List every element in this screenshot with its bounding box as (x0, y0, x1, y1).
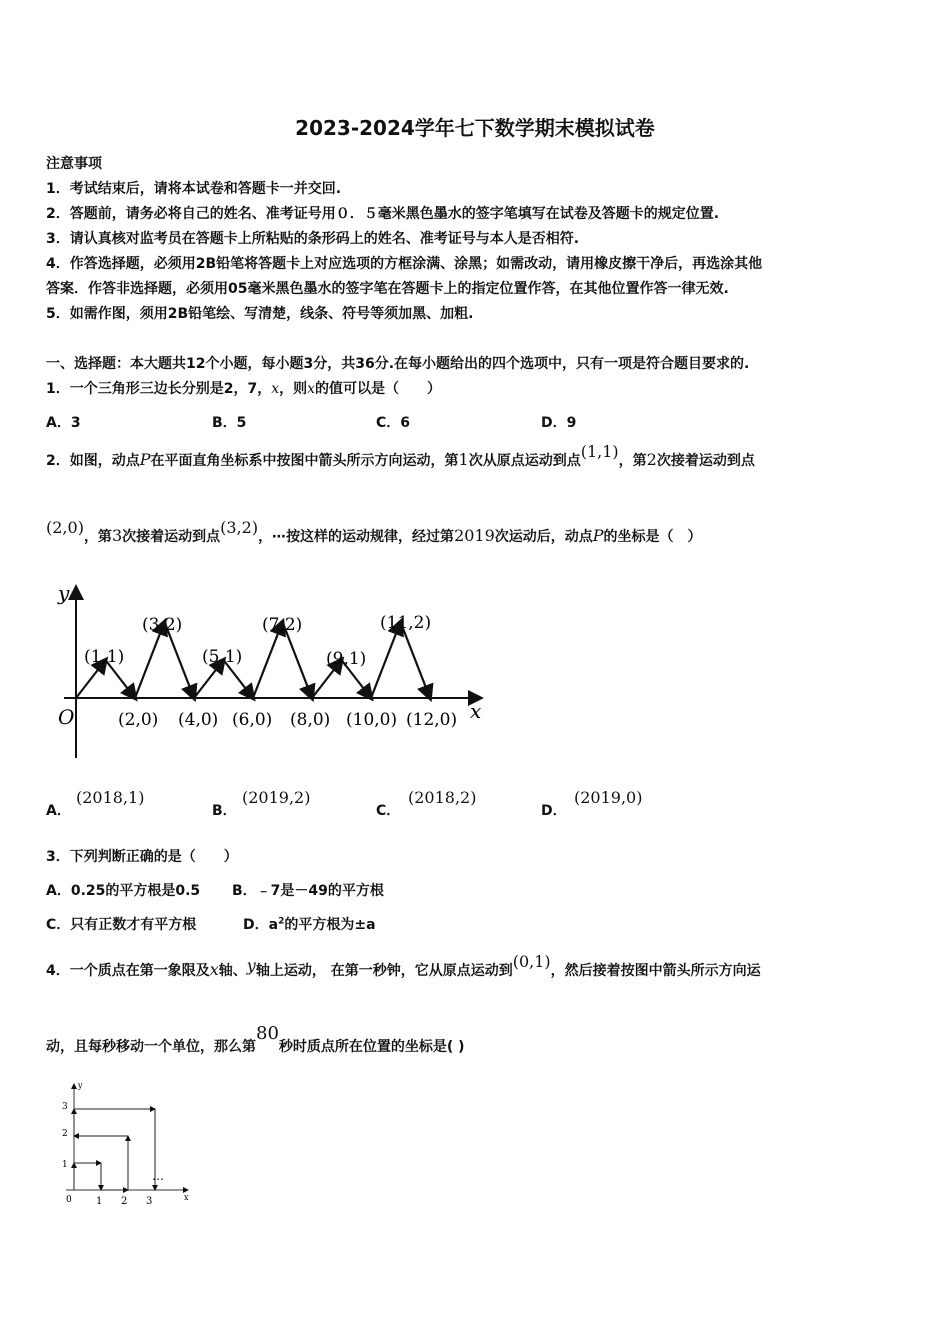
notice-item-5: 5．如需作图，须用2B铅笔绘、写清楚，线条、符号等须加黑、加粗. (46, 306, 474, 322)
zero-label: (10,0) (346, 710, 398, 730)
q2-option-b-value: (2019,2) (242, 788, 311, 807)
q1-option-b: B．5 (212, 415, 247, 431)
tick-x-label: 1 (96, 1196, 103, 1207)
notice-item-3: 3．请认真核对监考员在答题卡上所粘贴的条形码上的姓名、准考证号与本人是否相符. (46, 231, 580, 247)
q2-stem-line1: 2．如图，动点P在平面直角坐标系中按图中箭头所示方向运动，第1次从原点运动到点(1,1)，第2次接着运动到点 (46, 442, 755, 469)
path-segment (371, 622, 401, 698)
zero-label: (12,0) (406, 710, 458, 730)
q4-spiral-graph (56, 1078, 196, 1208)
peak-label: (7,2) (262, 615, 303, 635)
spiral-path (74, 1109, 155, 1190)
notice-item-4-cont: 答案．作答非选择题，必须用05毫米黑色墨水的签字笔在答题卡上的指定位置作答，在其他位置作答一律无效. (46, 281, 729, 297)
page-title: 2023-2024学年七下数学期末模拟试卷 (295, 116, 655, 140)
q2-option-c-label: C． (376, 803, 401, 819)
continuation-dots: … (152, 1169, 164, 1183)
q2-stem-line2: (2,0)，第3次接着运动到点(3,2)，⋯按这样的运动规律，经过第2019次运动后，动点P的坐标是（ ） (46, 518, 702, 545)
q2-option-a-value: (2018,1) (76, 788, 145, 807)
q3-option-a: A．0.25的平方根是0.5 (46, 883, 201, 899)
zero-label: (8,0) (290, 710, 331, 730)
notice-item-4: 4．作答选择题，必须用2B铅笔将答题卡上对应选项的方框涂满、涂黑；如需改动，请用橡皮擦干净后，再选涂其他 (46, 256, 763, 272)
tick-y-label: 1 (62, 1160, 68, 1170)
q1-option-c: C．6 (376, 415, 411, 431)
peak-label: (1,1) (84, 647, 125, 667)
x-axis-label: x (470, 699, 482, 723)
notice-heading: 注意事项 (46, 156, 102, 172)
tick-y-label: 3 (62, 1102, 68, 1112)
y-axis-label: y (78, 1081, 83, 1090)
q3-stem: 3．下列判断正确的是（ ） (46, 849, 238, 865)
q3-option-b: B．﹣7是－49的平方根 (232, 883, 384, 899)
q2-option-b-label: B． (212, 803, 237, 819)
q3-option-c: C．只有正数才有平方根 (46, 917, 197, 933)
peak-label: (5,1) (202, 647, 243, 667)
notice-item-1: 1．考试结束后，请将本试卷和答题卡一并交回. (46, 181, 342, 197)
peak-label: (3,2) (142, 615, 183, 635)
q2-coordinate-graph (50, 578, 490, 768)
q2-option-a-label: A． (46, 803, 71, 819)
q2-option-d-label: D． (541, 803, 567, 819)
q4-stem-line2: 动，且每秒移动一个单位，那么第80秒时质点所在位置的坐标是( ) (46, 1023, 465, 1055)
y-axis-label: y (58, 581, 70, 605)
q2-option-d-value: (2019,0) (574, 788, 643, 807)
origin-label: O (58, 705, 75, 729)
q4-stem-line1: 4．一个质点在第一象限及x轴、y轴上运动， 在第一秒钟，它从原点运动到(0,1)，然后接着按图中箭头所示方向运 (46, 952, 761, 979)
tick-x-label: 3 (146, 1196, 153, 1207)
peak-label: (9,1) (326, 649, 367, 669)
zero-label: (2,0) (118, 710, 159, 730)
q2-option-c-value: (2018,2) (408, 788, 477, 807)
peak-label: (11,2) (380, 613, 432, 633)
q3-option-d: D．$a^2$的平方根为±a (243, 916, 376, 933)
zero-label: (6,0) (232, 710, 273, 730)
zero-label: (4,0) (178, 710, 219, 730)
notice-item-2: 2．答题前，请务必将自己的姓名、准考证号用０．５毫米黑色墨水的签字笔填写在试卷及答题卡的规定位置. (46, 206, 720, 222)
q1-option-d: D．9 (541, 415, 577, 431)
tick-y-label: 2 (62, 1129, 68, 1139)
section-heading: 一、选择题：本大题共12个小题，每小题3分，共36分.在每小题给出的四个选项中，只有一项是符合题目要求的. (46, 356, 750, 372)
q1-stem: 1．一个三角形三边长分别是2，7，x，则x的值可以是（ ） (46, 381, 442, 397)
tick-x-label: 2 (121, 1196, 128, 1207)
zigzag-path (76, 622, 430, 698)
tick-x-label: 0 (66, 1195, 72, 1205)
path-segment (401, 622, 431, 698)
q1-option-a: A．3 (46, 415, 81, 431)
x-axis-label: x (184, 1193, 189, 1202)
